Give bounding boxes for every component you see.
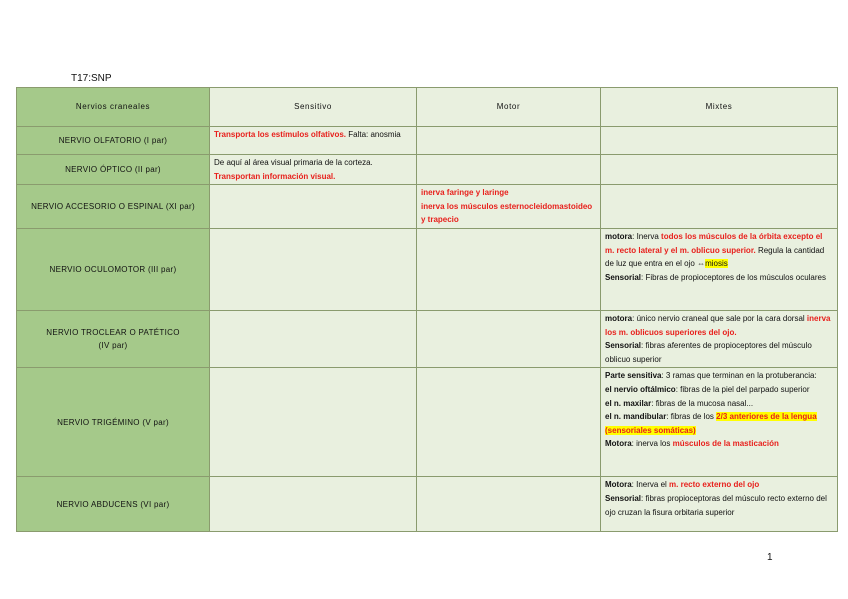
motora-block — [605, 312, 833, 339]
mixtes-text: : Fibras de propioceptores de los músculos oculares — [641, 272, 826, 282]
row-trigemino — [17, 368, 838, 477]
mixtes-text: : 3 ramas que terminan en la protuberancia: — [661, 371, 817, 381]
lengua-highlight: 2/3 anteriores de la lengua (sensoriales somáticas) — [605, 412, 817, 435]
header-motor: Motor — [417, 88, 601, 127]
motor-line: inerva los músculos esternocleidomastoideo y trapecio — [421, 201, 593, 225]
mixtes-text: : único nervio craneal que sale por la cara dorsal — [632, 313, 807, 323]
mixtes-text: : fibras de la piel del parpado superior — [675, 384, 810, 394]
row-olfatorio — [17, 127, 838, 155]
page-number: 1 — [767, 552, 773, 563]
mixtes-text: : inerva los — [631, 439, 673, 449]
motor-cell — [417, 310, 601, 367]
double-arrow-icon: ⇔ — [697, 259, 706, 269]
sensitivo-highlight: Transporta los estímulos olfativos. — [214, 130, 347, 139]
nerve-name: NERVIO ÓPTICO (II par) — [17, 155, 210, 185]
mixtes-highlight: inerva los m. oblicuos superiores del ojo. — [605, 313, 831, 337]
motora-block — [605, 478, 833, 492]
sensorial-block — [605, 339, 833, 366]
sensitivo-highlight: Transportan información visual. — [214, 171, 336, 181]
header-sensitivo: Sensitivo — [210, 88, 417, 127]
cranial-nerves-table — [16, 87, 838, 532]
maxilar-label: el n. maxilar — [605, 398, 652, 408]
sensitivo-cell — [210, 127, 417, 155]
motor-line: inerva faringe y laringe — [421, 188, 509, 198]
page-label: T17:SNP — [71, 73, 112, 84]
nerve-name: NERVIO ABDUCENS (VI par) — [17, 477, 210, 532]
nerve-name — [17, 310, 210, 367]
motor-cell — [417, 368, 601, 477]
mixtes-highlight: m. recto externo del ojo — [669, 480, 760, 490]
mandibular-label: el n. mandibular — [605, 412, 667, 422]
sensitivo-cell — [210, 368, 417, 477]
motora-label: Motora — [605, 480, 632, 490]
miosis-highlight: miosis — [705, 259, 728, 269]
mixtes-text: : Inerva el — [631, 480, 670, 490]
nerve-name-line: NERVIO TROCLEAR O PATÉTICO — [46, 327, 180, 337]
header-nervios: Nervios craneales — [17, 88, 210, 127]
motor-cell — [417, 228, 601, 310]
mixtes-highlight: músculos de la masticación — [672, 439, 779, 449]
mixtes-cell — [601, 310, 838, 367]
mandibular-block — [605, 410, 833, 437]
mixtes-cell — [601, 185, 838, 229]
parte-sensitiva-label: Parte sensitiva — [605, 371, 662, 381]
mixtes-cell — [601, 155, 838, 185]
mixtes-text: : fibras de los — [666, 412, 717, 422]
sensorial-block — [605, 271, 833, 285]
maxilar-block — [605, 397, 833, 411]
sensitivo-text: Falta: anosmia — [346, 130, 401, 139]
row-abducens — [17, 477, 838, 532]
motor-cell — [417, 477, 601, 532]
motor-cell — [417, 155, 601, 185]
header-mixtes: Mixtes — [601, 88, 838, 127]
motor-cell — [417, 127, 601, 155]
oftalmico-label: el nervio oftálmico — [605, 384, 676, 394]
nerve-name: NERVIO ACCESORIO O ESPINAL (XI par) — [17, 185, 210, 229]
mixtes-text: : fibras de la mucosa nasal... — [651, 398, 754, 408]
mixtes-cell — [601, 228, 838, 310]
row-accesorio — [17, 185, 838, 229]
motora-label: motora — [605, 313, 633, 323]
sensorial-label: Sensorial — [605, 493, 642, 503]
sensorial-label: Sensorial — [605, 272, 642, 282]
nerve-name: NERVIO OCULOMOTOR (III par) — [17, 228, 210, 310]
header-row — [17, 88, 838, 127]
mixtes-text: : Inerva — [632, 231, 662, 241]
mixtes-cell — [601, 127, 838, 155]
sensitivo-cell — [210, 155, 417, 185]
mixtes-cell — [601, 368, 838, 477]
nerve-name-line: (IV par) — [98, 341, 128, 351]
nerve-name: NERVIO OLFATORIO (I par) — [17, 127, 210, 155]
mixtes-highlight: todos los músculos de la órbita excepto el m. recto lateral y el m. oblicuo superior. — [605, 231, 823, 255]
motora-label: Motora — [605, 439, 632, 449]
oftalmico-block — [605, 383, 833, 397]
nerve-name: NERVIO TRIGÉMINO (V par) — [17, 368, 210, 477]
sensitivo-cell — [210, 310, 417, 367]
row-optico — [17, 155, 838, 185]
mixtes-cell — [601, 477, 838, 532]
sensitivo-cell — [210, 228, 417, 310]
motor-cell — [417, 185, 601, 229]
sensorial-label: Sensorial — [605, 341, 642, 351]
sensorial-block — [605, 492, 833, 519]
mixtes-text: Regula la cantidad de luz que entra en el ojo — [605, 245, 825, 269]
motora-block — [605, 437, 833, 451]
mixtes-text: : fibras aferentes de propioceptores del músculo oblicuo superior — [605, 341, 812, 364]
row-troclear — [17, 310, 838, 367]
sensitivo-cell — [210, 185, 417, 229]
motora-block — [605, 230, 833, 271]
sensitivo-text: De aquí al área visual primaria de la corteza. — [214, 158, 373, 167]
motora-label: motora — [605, 231, 633, 241]
parte-sensitiva-block — [605, 369, 833, 383]
row-oculomotor — [17, 228, 838, 310]
mixtes-text: : fibras propioceptoras del músculo recto externo del ojo cruzan la fisura orbitaria superior — [605, 493, 827, 517]
sensitivo-cell — [210, 477, 417, 532]
